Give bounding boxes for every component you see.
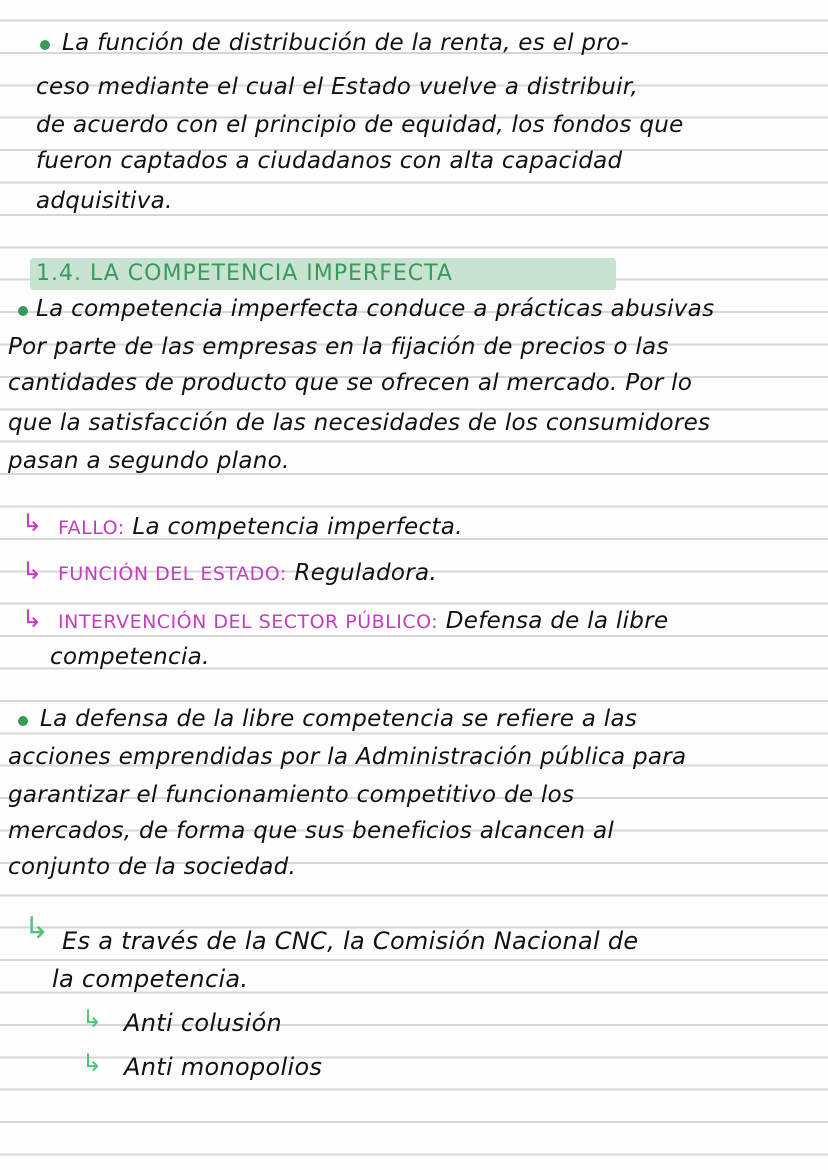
text-line: mercados, de forma que sus beneficios alcancen al (8, 818, 615, 844)
text-line: fueron captados a ciudadanos con alta capacidad (36, 148, 623, 174)
text-line: conjunto de la sociedad. (8, 854, 297, 880)
arrow-icon: ↳ (22, 605, 43, 633)
arrow-icon: ↳ (82, 1049, 103, 1077)
arrow-icon: ↳ (24, 911, 50, 946)
bullet (40, 40, 50, 50)
text-line: adquisitiva. (36, 188, 173, 214)
arrow-item-text: Reguladora. (294, 560, 437, 586)
text-line: que la satisfacción de las necesidades de los consumidores (8, 410, 711, 436)
text-line: garantizar el funcionamiento competitivo de los (8, 782, 575, 808)
text-line: La función de distribución de la renta, es el pro- (62, 30, 630, 56)
arrow-icon: ↳ (82, 1005, 103, 1033)
text-line: la competencia. (52, 965, 249, 993)
text-line: acciones emprendidas por la Administración pública para (8, 744, 687, 770)
arrow-icon: ↳ (22, 509, 43, 537)
arrow-item-label: INTERVENCIÓN DEL SECTOR PÚBLICO: (58, 611, 439, 633)
arrow-item (58, 512, 463, 543)
arrow-item (58, 606, 668, 637)
list-item: Anti monopolios (124, 1053, 323, 1081)
bullet (18, 306, 28, 316)
text-line: de acuerdo con el principio de equidad, los fondos que (36, 112, 684, 138)
text-line: La competencia imperfecta conduce a prácticas abusivas (36, 296, 715, 322)
bullet (18, 716, 28, 726)
arrow-item (58, 558, 437, 589)
arrow-item-text: Defensa de la libre (445, 608, 669, 634)
text-line: Es a través de la CNC, la Comisión Nacional de (62, 927, 639, 955)
text-line: ceso mediante el cual el Estado vuelve a distribuir, (36, 74, 639, 100)
text-line: La defensa de la libre competencia se refiere a las (40, 706, 638, 732)
text-line: cantidades de producto que se ofrecen al mercado. Por lo (8, 370, 693, 396)
arrow-item-text: La competencia imperfecta. (132, 514, 463, 540)
arrow-icon: ↳ (22, 557, 43, 585)
text-line: competencia. (50, 644, 210, 670)
list-item: Anti colusión (124, 1009, 283, 1037)
arrow-item-label: FALLO: (58, 517, 125, 539)
text-line: pasan a segundo plano. (8, 448, 290, 474)
section-heading: 1.4. LA COMPETENCIA IMPERFECTA (36, 261, 453, 286)
arrow-item-label: FUNCIÓN DEL ESTADO: (58, 563, 287, 585)
text-line: Por parte de las empresas en la fijación de precios o las (8, 334, 669, 360)
